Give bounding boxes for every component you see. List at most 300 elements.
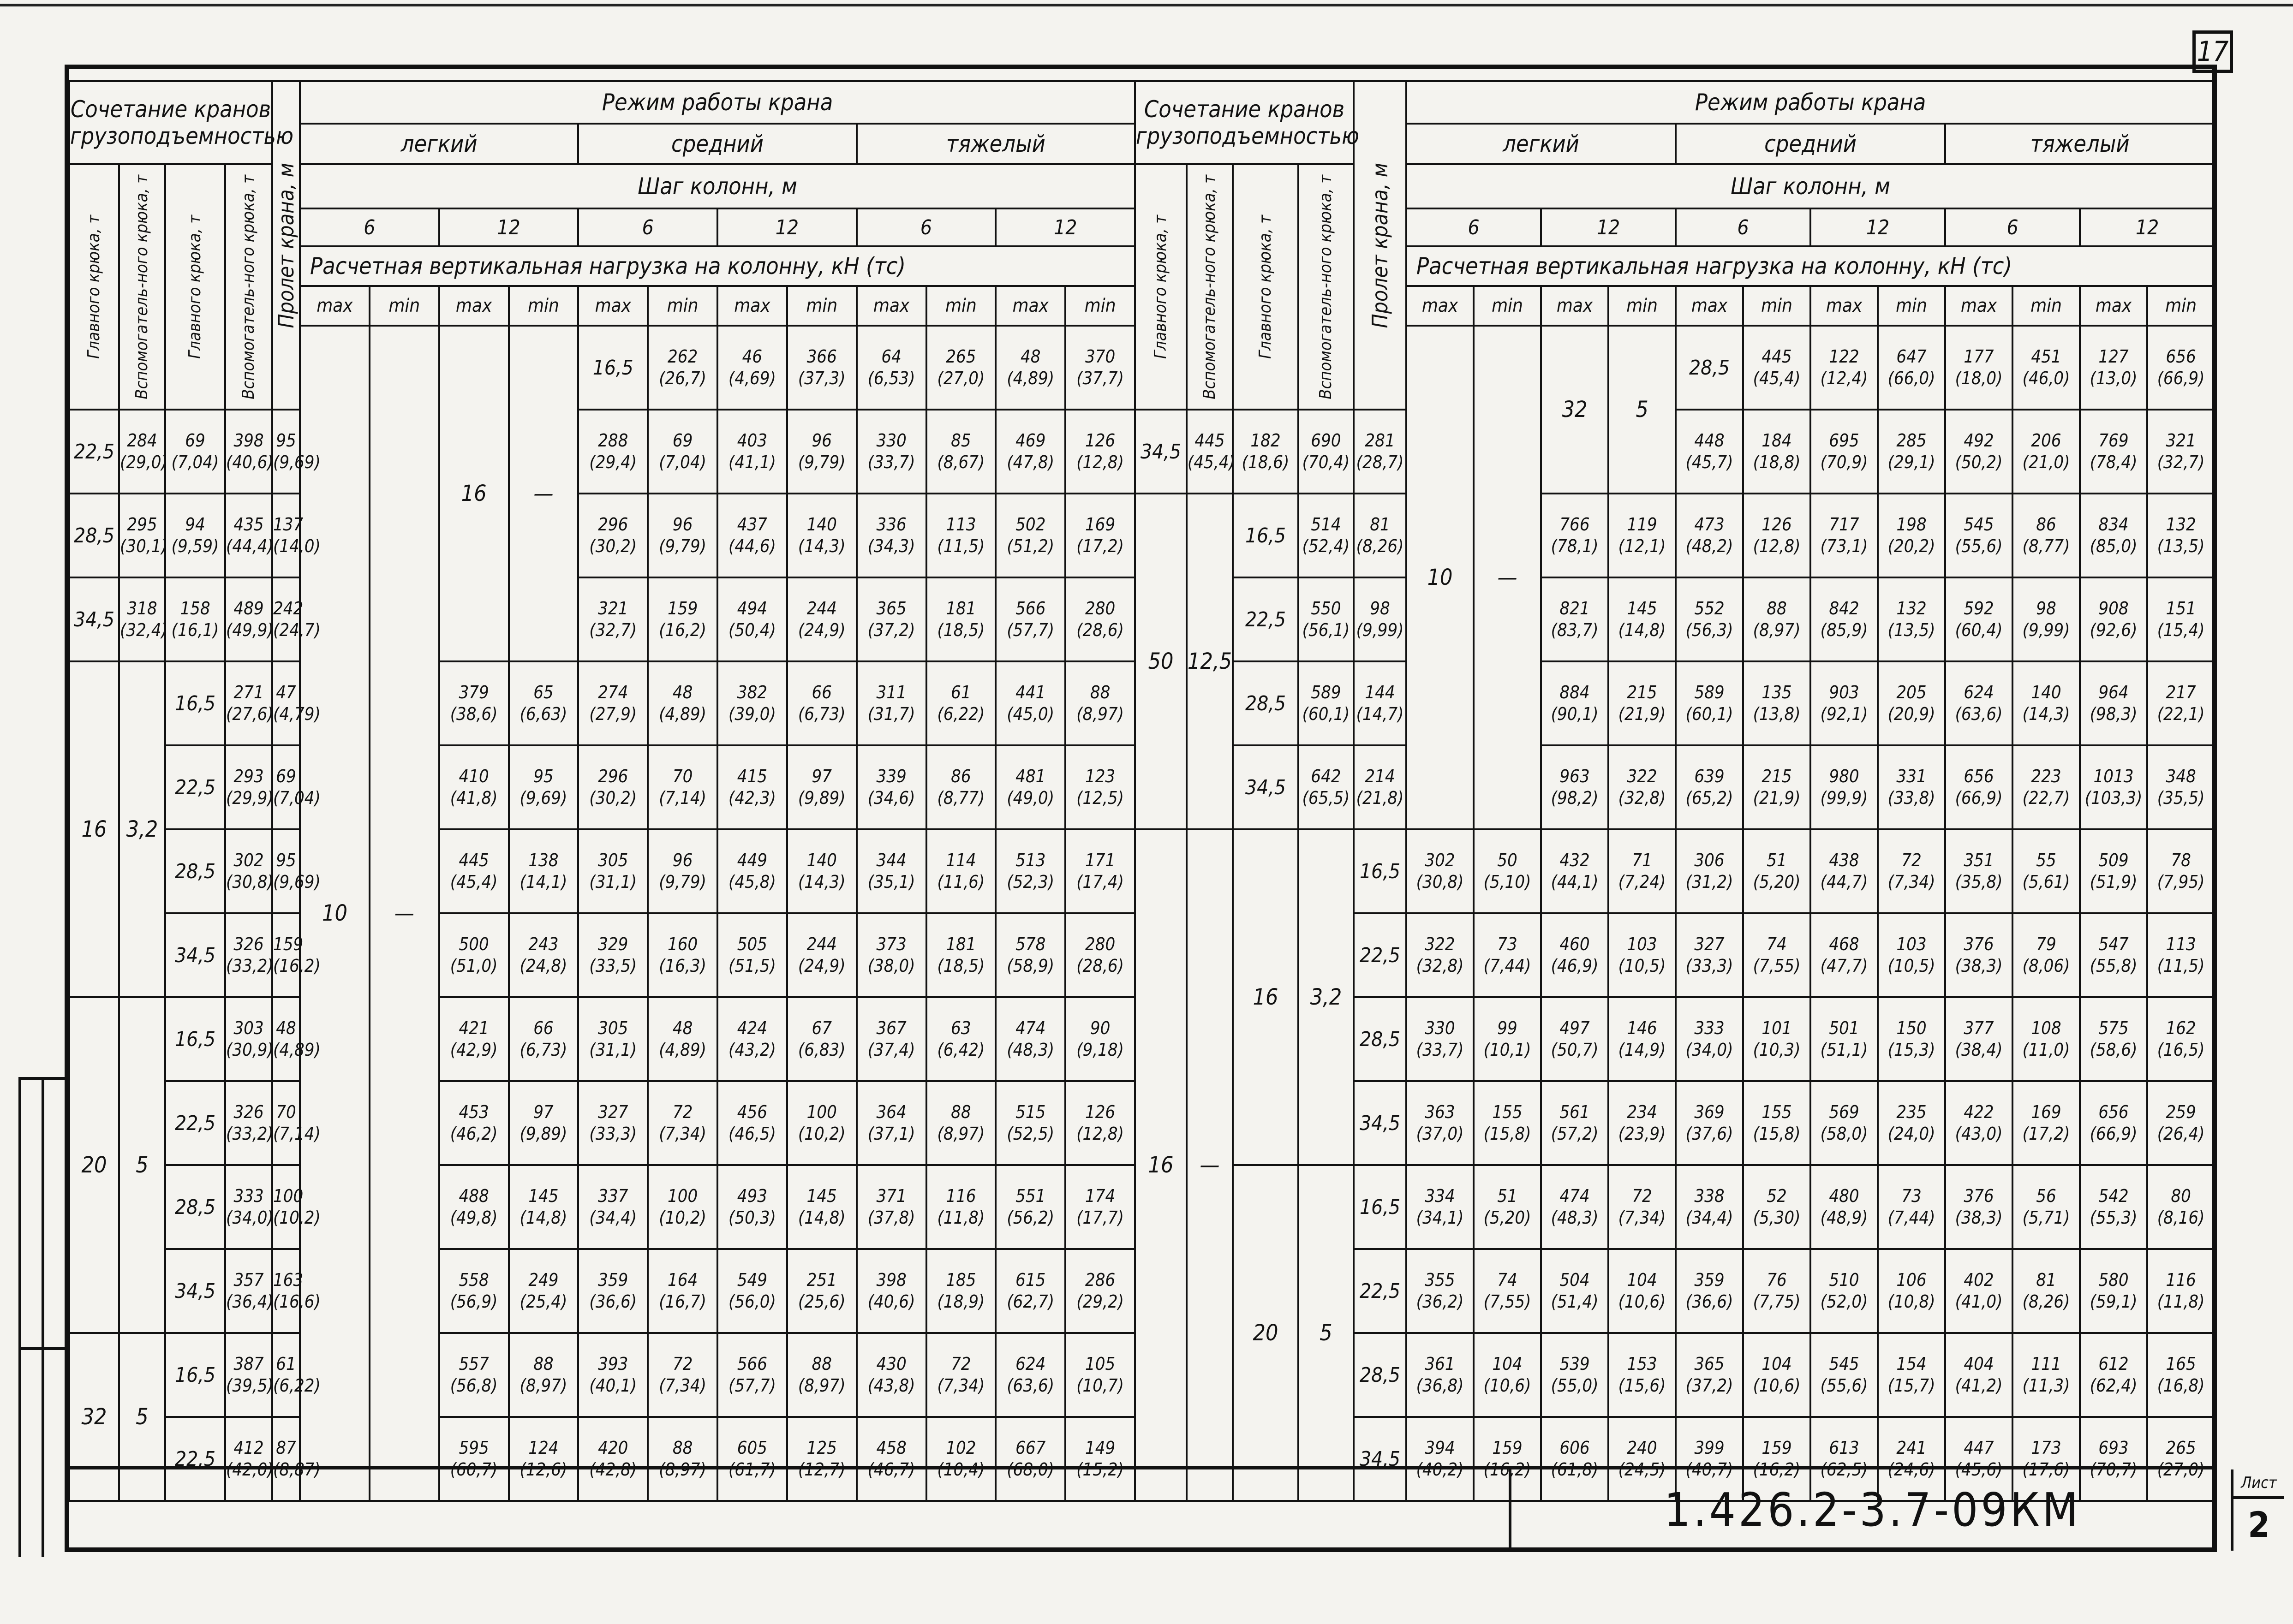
load-tc: (33,7) bbox=[867, 452, 915, 472]
span-value: 22,5 bbox=[165, 1081, 225, 1165]
load-cell bbox=[1878, 1249, 1945, 1333]
load-kn: 132 bbox=[2166, 514, 2196, 535]
load-tc: (37,2) bbox=[1685, 1375, 1733, 1396]
load-cell bbox=[439, 1081, 509, 1165]
table-row bbox=[1135, 661, 2215, 745]
load-kn: 293 bbox=[233, 766, 264, 786]
load-tc: (8,97) bbox=[659, 1459, 706, 1480]
load-kn: 387 bbox=[233, 1353, 264, 1374]
load-kn: 241 bbox=[1896, 1437, 1927, 1458]
table-row bbox=[69, 494, 1135, 577]
main-hook-2-value: 32 bbox=[69, 1333, 119, 1501]
load-kn: 88 bbox=[672, 1437, 693, 1458]
load-kn: 908 bbox=[2098, 598, 2129, 619]
load-kn: 552 bbox=[1694, 598, 1725, 619]
load-tc: (70,9) bbox=[1820, 452, 1868, 472]
min-header: min bbox=[1743, 286, 1810, 326]
load-header: Расчетная вертикальная нагрузка на колонну, кН (тс) bbox=[300, 246, 1135, 286]
load-kn: 96 bbox=[672, 850, 693, 870]
load-kn: 493 bbox=[737, 1185, 768, 1206]
main-hook-value: 16 bbox=[1135, 829, 1187, 1501]
load-tc: (65,5) bbox=[1302, 788, 1350, 808]
step-6: 6 bbox=[1676, 208, 1810, 246]
load-cell bbox=[717, 997, 787, 1081]
load-tc: (30,8) bbox=[226, 872, 274, 892]
load-kn: 766 bbox=[1559, 514, 1590, 535]
load-cell bbox=[648, 661, 717, 745]
load-kn: 70 bbox=[276, 1101, 296, 1122]
load-tc: (15,8) bbox=[1483, 1124, 1531, 1144]
load-cell bbox=[578, 1333, 648, 1417]
load-cell bbox=[1743, 326, 1810, 410]
load-tc: (10,5) bbox=[1887, 956, 1935, 976]
load-tc: (8,97) bbox=[798, 1375, 846, 1396]
load-kn: 119 bbox=[1627, 514, 1657, 535]
load-kn: 558 bbox=[459, 1269, 489, 1290]
load-tc: (10,4) bbox=[937, 1459, 985, 1480]
load-cell bbox=[509, 997, 579, 1081]
load-tc: (48,3) bbox=[1007, 1040, 1055, 1060]
max-header: max bbox=[1945, 286, 2012, 326]
load-tc: (18,5) bbox=[937, 956, 985, 976]
load-cell bbox=[648, 745, 717, 829]
load-tc: (9,79) bbox=[798, 452, 846, 472]
load-cell bbox=[225, 829, 272, 913]
span-value: 16,5 bbox=[165, 997, 225, 1081]
load-kn: 365 bbox=[1694, 1353, 1725, 1374]
load-cell bbox=[2012, 745, 2080, 829]
load-cell bbox=[996, 577, 1065, 661]
load-tc: (43,2) bbox=[729, 1040, 776, 1060]
load-cell bbox=[225, 661, 272, 745]
load-cell bbox=[1541, 745, 1608, 829]
load-kn: 159 bbox=[1492, 1437, 1523, 1458]
load-kn: 184 bbox=[1762, 430, 1792, 451]
load-kn: 48 bbox=[672, 1017, 693, 1038]
load-cell bbox=[1878, 577, 1945, 661]
load-kn: 98 bbox=[1370, 598, 1390, 619]
load-cell bbox=[1541, 1081, 1608, 1165]
sheet-number-cell bbox=[2231, 1469, 2284, 1551]
load-cell bbox=[1541, 1333, 1608, 1417]
table-row bbox=[69, 1165, 1135, 1249]
load-tc: (60,1) bbox=[1302, 704, 1350, 724]
load-tc: (49,8) bbox=[450, 1208, 498, 1228]
step-12: 12 bbox=[996, 208, 1135, 246]
load-cell bbox=[272, 745, 321, 829]
load-cell bbox=[717, 1333, 787, 1417]
load-cell bbox=[648, 997, 717, 1081]
load-kn: 424 bbox=[737, 1017, 768, 1038]
load-kn: 371 bbox=[876, 1185, 907, 1206]
load-kn: 302 bbox=[1425, 850, 1455, 870]
load-tc: (44,4) bbox=[226, 536, 274, 556]
span-value: 34,5 bbox=[165, 913, 225, 997]
load-kn: 150 bbox=[1896, 1017, 1927, 1038]
load-cell bbox=[1743, 494, 1810, 577]
load-cell bbox=[509, 829, 579, 913]
load-cell bbox=[578, 1165, 648, 1249]
load-cell bbox=[1945, 1165, 2012, 1249]
load-kn: 821 bbox=[1559, 598, 1590, 619]
load-cell bbox=[1541, 1165, 1608, 1249]
load-tc: (24,6) bbox=[1887, 1459, 1935, 1480]
load-cell bbox=[2147, 326, 2215, 410]
load-tc: (7,14) bbox=[273, 1124, 321, 1144]
load-tc: (6,22) bbox=[937, 704, 985, 724]
load-cell bbox=[787, 1165, 857, 1249]
load-kn: 104 bbox=[1762, 1353, 1792, 1374]
table-row bbox=[69, 1333, 1135, 1417]
load-tc: (60,7) bbox=[450, 1459, 498, 1480]
load-cell bbox=[648, 1165, 717, 1249]
load-kn: 95 bbox=[276, 430, 296, 451]
load-tc: (46,7) bbox=[867, 1459, 915, 1480]
load-tc: (52,5) bbox=[1007, 1124, 1055, 1144]
load-tc: (7,55) bbox=[1483, 1291, 1531, 1312]
load-kn: 539 bbox=[1559, 1353, 1590, 1374]
load-cell bbox=[857, 661, 926, 745]
load-tc: (21,0) bbox=[2022, 452, 2070, 472]
load-kn: 96 bbox=[672, 514, 693, 535]
load-kn: 398 bbox=[233, 430, 264, 451]
load-kn: 842 bbox=[1829, 598, 1859, 619]
load-cell bbox=[996, 745, 1065, 829]
load-kn: 359 bbox=[1694, 1269, 1725, 1290]
load-tc: (52,0) bbox=[1820, 1291, 1868, 1312]
load-cell bbox=[2080, 661, 2147, 745]
load-tc: (4,89) bbox=[659, 704, 706, 724]
load-tc: (49,0) bbox=[1007, 788, 1055, 808]
load-cell bbox=[225, 745, 272, 829]
load-kn: 963 bbox=[1559, 766, 1590, 786]
load-kn: 441 bbox=[1015, 682, 1046, 702]
load-tc: (33,5) bbox=[589, 956, 637, 976]
load-cell bbox=[1810, 326, 1878, 410]
load-cell bbox=[439, 997, 509, 1081]
load-tc: (31,2) bbox=[1685, 872, 1733, 892]
load-kn: 173 bbox=[2031, 1437, 2061, 1458]
load-cell bbox=[272, 1165, 321, 1249]
load-cell bbox=[857, 494, 926, 577]
load-tc: (38,0) bbox=[867, 956, 915, 976]
load-tc: (37,1) bbox=[867, 1124, 915, 1144]
load-kn: 504 bbox=[1559, 1269, 1590, 1290]
load-cell bbox=[1541, 661, 1608, 745]
load-cell bbox=[2080, 1249, 2147, 1333]
load-kn: 86 bbox=[2036, 514, 2056, 535]
load-kn: 547 bbox=[2098, 934, 2129, 954]
load-kn: 337 bbox=[598, 1185, 628, 1206]
load-kn: 140 bbox=[806, 850, 837, 870]
load-tc: (41,0) bbox=[1955, 1291, 2003, 1312]
load-tc: (38,6) bbox=[450, 704, 498, 724]
load-kn: 964 bbox=[2098, 682, 2129, 702]
load-kn: 65 bbox=[533, 682, 554, 702]
load-cell bbox=[1406, 1249, 1474, 1333]
load-kn: 116 bbox=[946, 1185, 976, 1206]
load-tc: (7,34) bbox=[659, 1375, 706, 1396]
load-cell bbox=[648, 1333, 717, 1417]
load-kn: 492 bbox=[1964, 430, 1994, 451]
column-step-header: Шаг колонн, м bbox=[300, 164, 1135, 208]
load-tc: (10,3) bbox=[1753, 1040, 1801, 1060]
load-kn: 656 bbox=[2166, 346, 2196, 367]
load-kn: 376 bbox=[1964, 1185, 1994, 1206]
load-cell bbox=[926, 1081, 996, 1165]
span-value: 22,5 bbox=[69, 410, 119, 494]
span-value: 28,5 bbox=[1233, 661, 1298, 745]
load-cell bbox=[1676, 494, 1743, 577]
load-tc: (27,0) bbox=[937, 368, 985, 388]
load-cell bbox=[717, 1081, 787, 1165]
load-cell bbox=[272, 661, 321, 745]
load-cell bbox=[1676, 829, 1743, 913]
load-cell bbox=[2080, 410, 2147, 494]
load-kn: 80 bbox=[2171, 1185, 2191, 1206]
load-kn: 445 bbox=[459, 850, 489, 870]
min-header: min bbox=[787, 286, 857, 326]
load-cell bbox=[1065, 913, 1135, 997]
load-cell bbox=[1878, 1333, 1945, 1417]
max-header: max bbox=[717, 286, 787, 326]
load-tc: (41,8) bbox=[450, 788, 498, 808]
drawing-code: 1.426.2-3.7-09КМ bbox=[1509, 1469, 2233, 1551]
load-tc: (36,2) bbox=[1416, 1291, 1464, 1312]
load-kn: 505 bbox=[737, 934, 768, 954]
load-tc: (35,1) bbox=[867, 872, 915, 892]
load-tc: (31,7) bbox=[867, 704, 915, 724]
min-header: min bbox=[509, 286, 579, 326]
load-kn: 88 bbox=[951, 1101, 971, 1122]
load-cell bbox=[509, 661, 579, 745]
aux-hook-2-value: — bbox=[509, 326, 579, 661]
load-tc: (27,9) bbox=[589, 704, 637, 724]
load-kn: 281 bbox=[1365, 430, 1395, 451]
load-kn: 69 bbox=[276, 766, 296, 786]
load-kn: 595 bbox=[459, 1437, 489, 1458]
load-kn: 592 bbox=[1964, 598, 1994, 619]
load-kn: 458 bbox=[876, 1437, 907, 1458]
main-hook-2-header-text: Главного крюка, т bbox=[185, 214, 205, 359]
load-kn: 296 bbox=[598, 514, 628, 535]
span-value: 22,5 bbox=[1233, 577, 1298, 661]
load-tc: (40,7) bbox=[1685, 1459, 1733, 1480]
load-kn: 159 bbox=[667, 598, 698, 619]
load-tc: (29,0) bbox=[120, 452, 167, 472]
load-cell bbox=[439, 745, 509, 829]
load-tc: (8,97) bbox=[520, 1375, 567, 1396]
load-tc: (39,0) bbox=[729, 704, 776, 724]
load-tc: (5,20) bbox=[1483, 1208, 1531, 1228]
load-tc: (34,4) bbox=[589, 1208, 637, 1228]
table-row bbox=[69, 1081, 1135, 1165]
load-tc: (27,6) bbox=[226, 704, 274, 724]
load-kn: 274 bbox=[598, 682, 628, 702]
span-value: 34,5 bbox=[1354, 1081, 1406, 1165]
load-cell bbox=[1406, 1081, 1474, 1165]
load-cell bbox=[1608, 577, 1676, 661]
mode-heavy: тяжелый bbox=[1945, 124, 2215, 164]
main-hook-2-value: 32 bbox=[1541, 326, 1608, 494]
step-6: 6 bbox=[1406, 208, 1541, 246]
load-kn: 474 bbox=[1015, 1017, 1046, 1038]
load-tc: (29,4) bbox=[589, 452, 637, 472]
load-kn: 330 bbox=[1425, 1017, 1455, 1038]
load-tc: (26,7) bbox=[659, 368, 706, 388]
load-cell bbox=[1676, 913, 1743, 997]
load-tc: (18,5) bbox=[937, 620, 985, 640]
load-kn: 348 bbox=[2166, 766, 2196, 786]
load-tc: (9,69) bbox=[273, 452, 321, 472]
load-tc: (34,0) bbox=[226, 1208, 274, 1228]
load-kn: 73 bbox=[1497, 934, 1517, 954]
load-cell bbox=[1608, 1081, 1676, 1165]
load-cell bbox=[787, 326, 857, 410]
load-cell bbox=[1065, 661, 1135, 745]
load-tc: (30,1) bbox=[120, 536, 167, 556]
load-cell bbox=[996, 1249, 1065, 1333]
min-header: min bbox=[1474, 286, 1541, 326]
combo-header: Сочетание кранов грузоподъемностью bbox=[1135, 81, 1354, 164]
aux-hook-2-value: 5 bbox=[119, 997, 165, 1333]
load-kn: 46 bbox=[742, 346, 763, 367]
load-tc: (57,7) bbox=[729, 1375, 776, 1396]
load-tc: (44,1) bbox=[1551, 872, 1599, 892]
load-kn: 448 bbox=[1694, 430, 1725, 451]
load-cell bbox=[1354, 661, 1406, 745]
load-cell bbox=[2012, 410, 2080, 494]
load-kn: 394 bbox=[1425, 1437, 1455, 1458]
load-cell bbox=[1945, 997, 2012, 1081]
main-hook-value: 10 bbox=[300, 326, 370, 1501]
load-kn: 158 bbox=[180, 598, 210, 619]
load-tc: (58,6) bbox=[2090, 1040, 2138, 1060]
load-tc: (33,2) bbox=[226, 1124, 274, 1144]
load-cell bbox=[1065, 326, 1135, 410]
load-kn: 404 bbox=[1964, 1353, 1994, 1374]
load-kn: 127 bbox=[2098, 346, 2129, 367]
min-header: min bbox=[926, 286, 996, 326]
load-tc: (5,10) bbox=[1483, 872, 1531, 892]
load-kn: 76 bbox=[1767, 1269, 1787, 1290]
load-tc: (9,99) bbox=[1356, 620, 1404, 640]
load-tc: (37,7) bbox=[1076, 368, 1124, 388]
load-tc: (59,1) bbox=[2090, 1291, 2138, 1312]
table-row bbox=[69, 1249, 1135, 1333]
load-kn: 379 bbox=[459, 682, 489, 702]
load-cell bbox=[1065, 745, 1135, 829]
load-tc: (26,4) bbox=[2157, 1124, 2205, 1144]
load-tc: (7,34) bbox=[937, 1375, 985, 1396]
load-cell bbox=[648, 577, 717, 661]
span-header-text: Пролет крана, м bbox=[274, 162, 299, 328]
min-header: min bbox=[648, 286, 717, 326]
load-cell bbox=[2012, 1165, 2080, 1249]
load-kn: 359 bbox=[598, 1269, 628, 1290]
load-cell bbox=[1743, 745, 1810, 829]
load-tc: (52,4) bbox=[1302, 536, 1350, 556]
load-cell bbox=[1608, 494, 1676, 577]
load-cell bbox=[2080, 829, 2147, 913]
load-kn: 473 bbox=[1694, 514, 1725, 535]
load-kn: 48 bbox=[1020, 346, 1041, 367]
load-cell bbox=[787, 410, 857, 494]
load-cell bbox=[1810, 997, 1878, 1081]
load-cell bbox=[648, 326, 717, 410]
load-kn: 514 bbox=[1311, 514, 1341, 535]
load-tc: (56,1) bbox=[1302, 620, 1350, 640]
load-kn: 50 bbox=[1497, 850, 1517, 870]
load-cell bbox=[1541, 1249, 1608, 1333]
load-kn: 1013 bbox=[2093, 766, 2134, 786]
load-cell bbox=[2147, 494, 2215, 577]
load-cell bbox=[439, 829, 509, 913]
load-kn: 445 bbox=[1762, 346, 1792, 367]
load-tc: (29,9) bbox=[226, 788, 274, 808]
load-cell bbox=[119, 577, 165, 661]
load-kn: 449 bbox=[737, 850, 768, 870]
load-kn: 97 bbox=[812, 766, 832, 786]
load-kn: 613 bbox=[1829, 1437, 1859, 1458]
load-cell bbox=[1298, 745, 1354, 829]
load-tc: (52,3) bbox=[1007, 872, 1055, 892]
load-cell bbox=[857, 326, 926, 410]
load-kn: 331 bbox=[1896, 766, 1927, 786]
load-tc: (29,1) bbox=[1887, 452, 1935, 472]
load-kn: 100 bbox=[273, 1185, 304, 1206]
load-tc: (4,69) bbox=[729, 368, 776, 388]
load-cell bbox=[1676, 1165, 1743, 1249]
load-kn: 480 bbox=[1829, 1185, 1859, 1206]
load-tc: (46,9) bbox=[1551, 956, 1599, 976]
load-tc: (7,04) bbox=[659, 452, 706, 472]
aux-hook-value: — bbox=[1187, 829, 1233, 1501]
load-cell bbox=[787, 577, 857, 661]
load-cell bbox=[1810, 1249, 1878, 1333]
main-hook-header-text: Главного крюка, т bbox=[1151, 214, 1170, 359]
load-kn: 589 bbox=[1694, 682, 1725, 702]
load-kn: 67 bbox=[812, 1017, 832, 1038]
load-kn: 366 bbox=[806, 346, 837, 367]
load-cell bbox=[2147, 997, 2215, 1081]
load-kn: 656 bbox=[1964, 766, 1994, 786]
load-kn: 249 bbox=[528, 1269, 559, 1290]
load-tc: (103,3) bbox=[2084, 788, 2143, 808]
load-kn: 235 bbox=[1896, 1101, 1927, 1122]
load-kn: 321 bbox=[2166, 430, 2196, 451]
load-cell bbox=[2012, 1081, 2080, 1165]
load-tc: (14,0) bbox=[273, 536, 321, 556]
load-kn: 399 bbox=[1694, 1437, 1725, 1458]
step-12: 12 bbox=[439, 208, 579, 246]
load-tc: (61,8) bbox=[1551, 1459, 1599, 1480]
load-kn: 88 bbox=[1090, 682, 1111, 702]
load-kn: 102 bbox=[946, 1437, 976, 1458]
main-hook-2-value: 50 bbox=[1135, 494, 1187, 829]
aux-hook-header-text: Вспомогатель-ного крюка, т bbox=[132, 174, 152, 399]
load-kn: 71 bbox=[1632, 850, 1652, 870]
load-tc: (37,4) bbox=[867, 1040, 915, 1060]
step-12: 12 bbox=[717, 208, 857, 246]
load-cell bbox=[578, 577, 648, 661]
load-tc: (6,53) bbox=[867, 368, 915, 388]
load-tc: (58,0) bbox=[1820, 1124, 1868, 1144]
load-cell bbox=[1810, 1333, 1878, 1417]
load-tc: (33,8) bbox=[1887, 788, 1935, 808]
load-cell bbox=[1676, 410, 1743, 494]
load-tc: (41,2) bbox=[1955, 1375, 2003, 1396]
